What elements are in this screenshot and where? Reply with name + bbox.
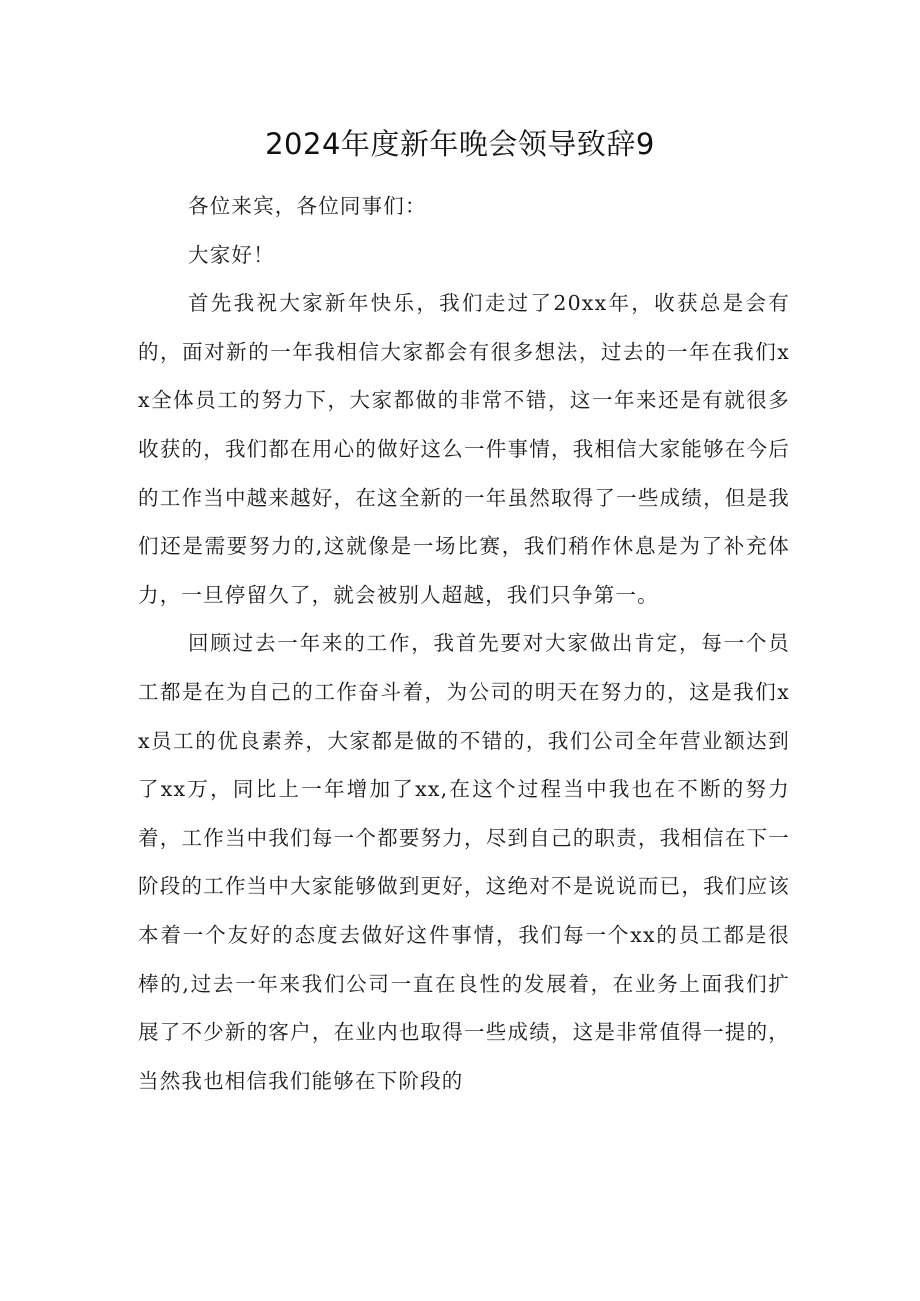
- body-paragraph-1: 首先我祝大家新年快乐，我们走过了20xx年，收获总是会有的，面对新的一年我相信大家都会有很多想法，过去的一年在我们xx全体员工的努力下，大家都做的非常不错，这一年来还是有就很多收获的，我们都在用心的做好这么一件事情，我相信大家能够在今后的工作当中越来越好，在这全新的一年虽然取得了一些成绩，但是我们还是需要努力的,这就像是一场比赛，我们稍作休息是为了补充体力，一旦停留久了，就会被别人超越，我们只争第一。: [138, 291, 790, 607]
- document-body: [138, 182, 790, 1105]
- document-title: 2024年度新年晚会领导致辞9: [265, 127, 655, 161]
- greeting-paragraph: 各位来宾，各位同事们：: [188, 194, 427, 218]
- body-paragraph-2: 回顾过去一年来的工作，我首先要对大家做出肯定，每一个员工都是在为自己的工作奋斗着，为公司的明天在努力的，这是我们xx员工的优良素养，大家都是做的不错的，我们公司全年营业额达到了xx万，同比上一年增加了xx,在这个过程当中我也在不断的努力着，工作当中我们每一个都要努力，尽到自己的职责，我相信在下一阶段的工作当中大家能够做到更好，这绝对不是说说而已，我们应该本着一个友好的态度去做好这件事情，我们每一个xx的员工都是很棒的,过去一年来我们公司一直在良性的发展着，在业务上面我们扩展了不少新的客户，在业内也取得一些成绩，这是非常值得一提的，当然我也相信我们能够在下阶段的: [138, 631, 790, 1093]
- hello-paragraph: 大家好！: [188, 242, 275, 267]
